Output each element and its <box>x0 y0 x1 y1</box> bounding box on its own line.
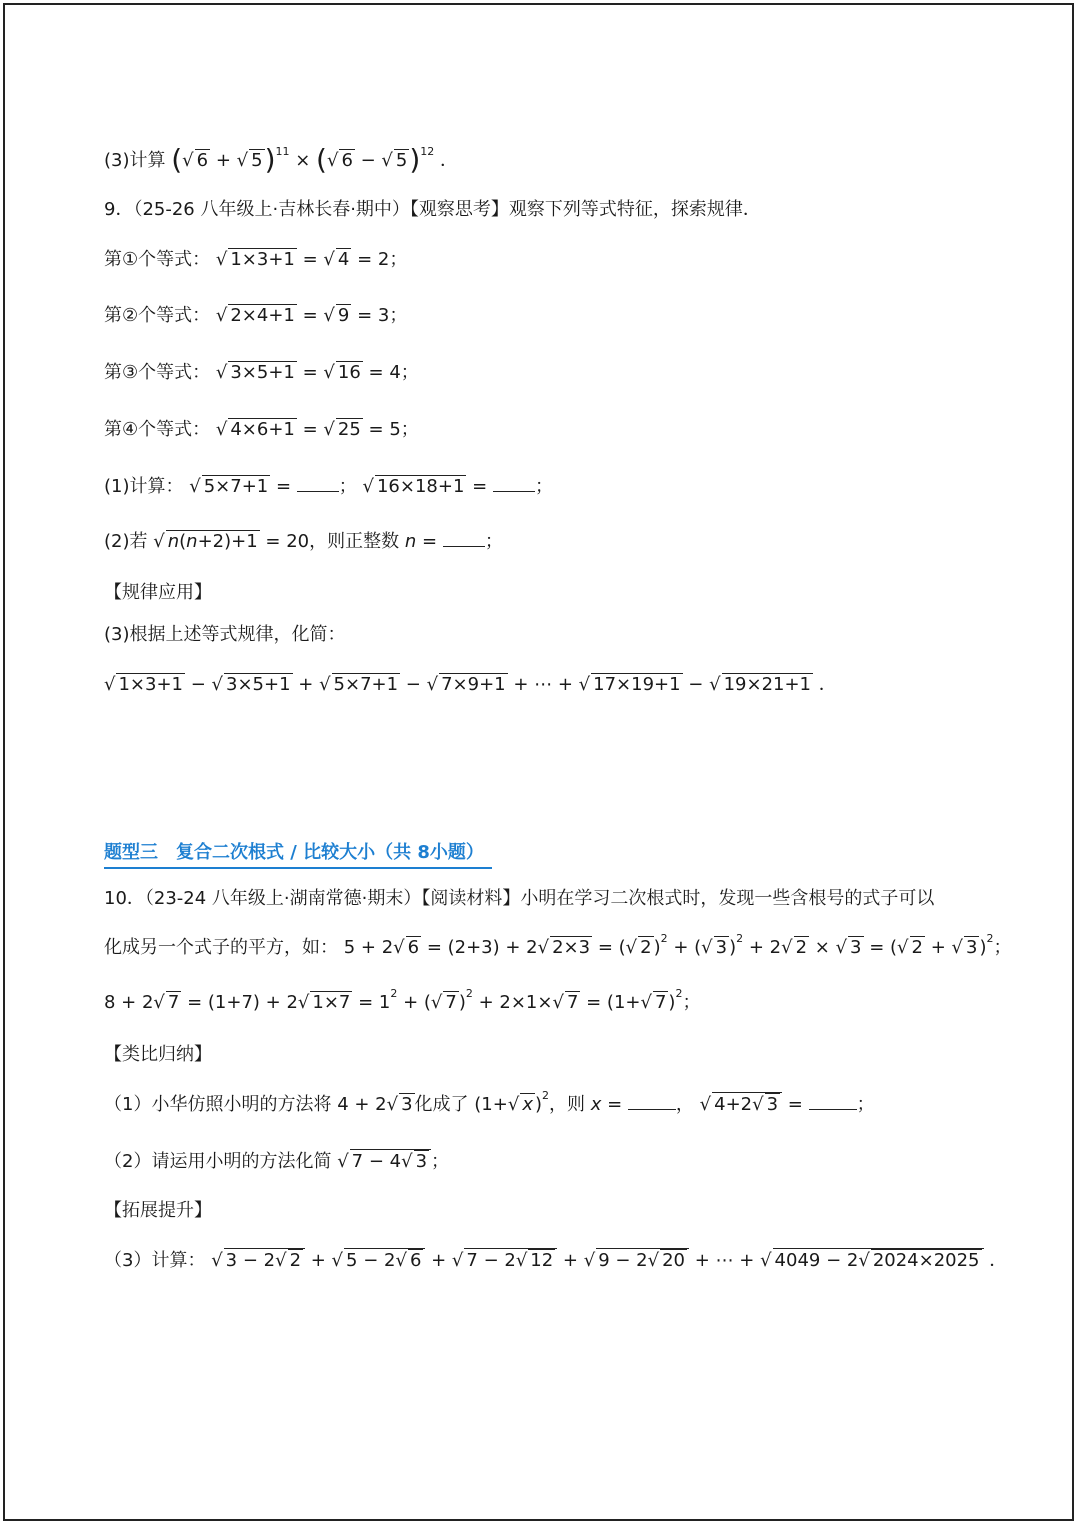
q8-part3-label: (3)计算 <box>104 150 166 171</box>
part2-n: n = ； <box>404 531 503 552</box>
answer-blank[interactable] <box>493 475 535 492</box>
q9-eq4 <box>104 415 419 445</box>
q9-eq3 <box>104 358 419 388</box>
q10-header: 10．（23-24 八年级上·湖南常德·期末）【阅读材料】小明在学习二次根式时，发现一些含根号的式子可以 <box>104 888 935 909</box>
part2-label: (2)若 <box>104 531 148 552</box>
part1-label: (1)计算： <box>104 476 184 497</box>
q10-part3-label: （3）计算： <box>104 1250 206 1271</box>
eq3-math: √ 3×5+1 = √ 16 = 4； <box>215 362 419 383</box>
answer-blank[interactable] <box>809 1093 857 1110</box>
eq4-label: 第④个等式： <box>104 419 211 440</box>
q10-section1: 【类比归纳】 <box>104 1044 212 1065</box>
q10-part1-a: （1）小华仿照小明的方法将 <box>104 1094 332 1115</box>
q8-part3-expression: (√ 6 + √ 5)$^{11}$ × (√ 6 − √ 5)$^{12}$ ． <box>171 143 459 176</box>
q10-part1-square: (1+√ x )$^2$ <box>474 1089 549 1115</box>
q10-part1-answers: x = ， √ 4+2√ 3 = ； <box>590 1094 875 1115</box>
q10-part3 <box>104 1246 1007 1276</box>
answer-blank[interactable] <box>628 1093 676 1110</box>
q10-part3-expr: √ 3 − 2√ 2 + √ 5 − 2√ 6 + √ 7 − 2√ 12 + √ 9 − 2√ 20 + ⋯ + √ 4049 − 2√ 2024×2025 ． <box>211 1250 1008 1271</box>
q10-section2: 【拓展提升】 <box>104 1200 212 1221</box>
q10-part1-expr: 4 + 2√ 3 <box>337 1094 413 1115</box>
q10-line2-text: 化成另一个式子的平方，如： <box>104 937 338 958</box>
q9-eq2 <box>104 301 407 331</box>
part2-math: √ n(n+2)+1 = 20 <box>153 531 310 552</box>
q10-part1 <box>104 1090 875 1120</box>
q10-example2: 8 + 2√ 7 = (1+7) + 2√ $1\times 7 = 1^2$ + (√ 7 )$^2$ + 2×1×√ 7 = (1+√ 7 )$^2$； <box>104 987 701 1013</box>
q10-part1-b: 化成了 <box>414 1094 469 1115</box>
q10-part2 <box>104 1147 449 1177</box>
q10-part2-label: （2）请运用小明的方法化简 <box>104 1151 332 1172</box>
part1-math: √ 5×7+1 = ； √ 16×18+1 = ； <box>189 476 553 497</box>
part2-tail: ，则正整数 <box>309 531 400 552</box>
q9-part1 <box>104 472 553 502</box>
eq1-label: 第①个等式： <box>104 249 211 270</box>
q9-eq1 <box>104 245 407 275</box>
page-border <box>3 3 1074 1521</box>
eq2-label: 第②个等式： <box>104 305 211 326</box>
section-title: 题型三 复合二次根式 / 比较大小（共 8小题） <box>104 839 492 869</box>
q9-section: 【规律应用】 <box>104 582 212 603</box>
q9-header: 9．（25-26 八年级上·吉林长春·期中）【观察思考】观察下列等式特征，探索规律． <box>104 199 761 220</box>
eq2-math: √ 2×4+1 = √ 9 = 3； <box>215 305 408 326</box>
q9-part3: (3)根据上述等式规律，化简： <box>104 624 346 645</box>
q8-part3 <box>104 145 458 176</box>
answer-blank[interactable] <box>297 475 339 492</box>
eq3-label: 第③个等式： <box>104 362 211 383</box>
answer-blank[interactable] <box>443 530 485 547</box>
q10-part2-expr: √ 7 − 4√ 3 ； <box>337 1151 450 1172</box>
eq4-math: √ 4×6+1 = √ 25 = 5； <box>215 419 419 440</box>
q9-part3-expression: √ 1×3+1 − √ 3×5+1 + √ 5×7+1 − √ 7×9+1 + ⋯ + √ 17×19+1 − √ 19×21+1 ． <box>104 674 837 695</box>
q10-example1: 5 + 2√ 6 = (2+3) + 2√ 2×3 = (√ 2 )$^2$ + (√ 3 )$^2$ + 2√ 2 × √ 3 = (√ 2 + √ 3 )$^2$； <box>343 932 1012 958</box>
q9-part2 <box>104 527 503 557</box>
q10-line2 <box>104 933 1011 963</box>
q10-part1-c: ，则 <box>549 1094 585 1115</box>
eq1-math: √ 1×3+1 = √ 4 = 2； <box>215 249 408 270</box>
